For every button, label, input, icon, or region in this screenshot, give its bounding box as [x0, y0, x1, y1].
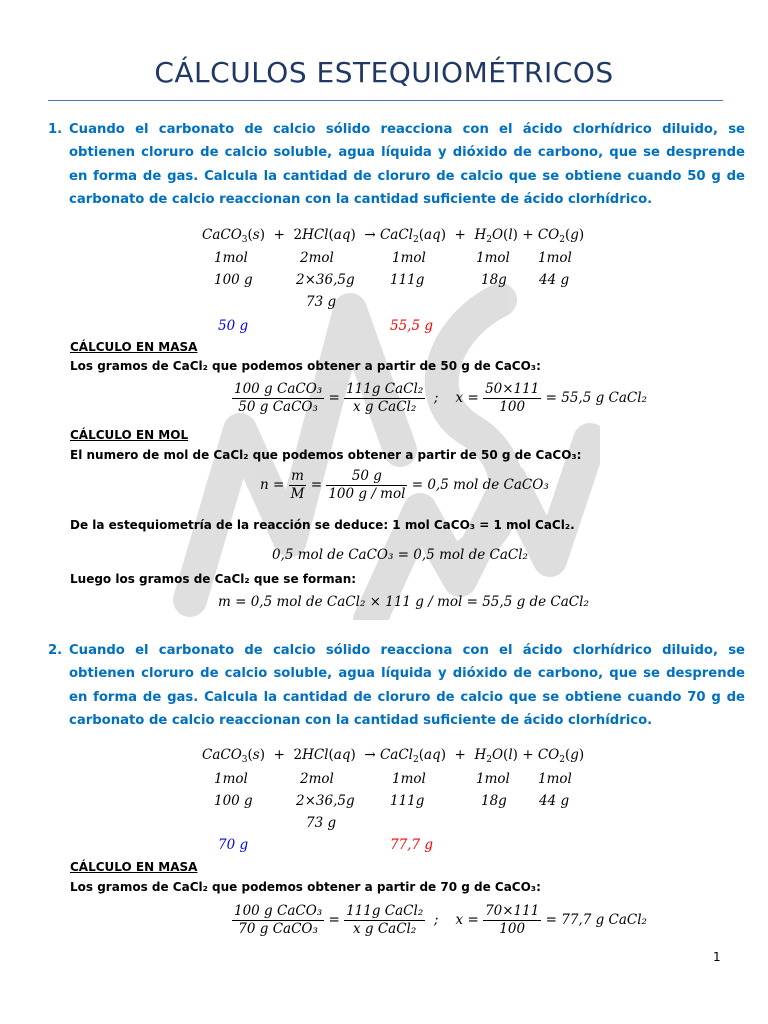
moles-cacl2: 1mol [392, 250, 426, 266]
masa-text: Los gramos de CaCl₂ que podemos obtener a partir de 50 g de CaCO₃: [70, 359, 541, 373]
masa-ratio: $\frac{\text{100 g CaCO₃}}{\text{50 g CaCO₃}}$ = $\frac{\text{111g CaCl₂}}{\text{x g CaCl₂}}$ ; x = $\frac{50\times 111}{100}$ = 55,5 g CaCl₂ [234, 381, 647, 415]
x-result: = 77,7 g CaCl₂ [545, 912, 647, 928]
problem-2 [48, 639, 748, 732]
moles-h2o: 1mol [476, 771, 510, 787]
x-den: 100 [499, 921, 526, 937]
moles-hcl: 2mol [300, 250, 334, 266]
x-den: 100 [499, 399, 526, 415]
mass-co2: 44 g [539, 793, 570, 809]
result-mass: 55,5 g [390, 318, 433, 334]
masa-text: Los gramos de CaCl₂ que podemos obtener a partir de 70 g de CaCO₃: [70, 880, 541, 894]
ratio-num-left: 100 g CaCO₃ [234, 903, 323, 919]
reaction-equation: CaCO$_3$(s) + 2HCl(aq) → CaCl$_2$(aq) + $H_2O(l) + CO_2(g)$ [202, 747, 585, 765]
mass-cacl2: 111g [390, 272, 425, 288]
ratio-den-left: 50 g CaCO₃ [238, 399, 318, 415]
hcl-total-mass: 73 g [306, 294, 337, 310]
masa-ratio: $\frac{\text{100 g CaCO₃}}{\text{70 g CaCO₃}}$ = $\frac{\text{111g CaCl₂}}{\text{x g CaCl₂}}$ ; x = $\frac{70\times 111}{100}$ = 77,7 g CaCl₂ [234, 903, 647, 937]
heading-masa: CÁLCULO EN MASA [70, 340, 198, 354]
mass-hcl: 2×36,5g [296, 793, 355, 809]
moles-caco3: 1mol [214, 250, 248, 266]
moles-cacl2: 1mol [392, 771, 426, 787]
title-rule [48, 100, 723, 101]
ratio-den-right: x g CaCl₂ [353, 921, 417, 937]
heading-masa: CÁLCULO EN MASA [70, 860, 198, 874]
mol-formula-result: = 0,5 mol de CaCO₃ [411, 477, 549, 493]
page-title: CÁLCULOS ESTEQUIOMÉTRICOS [154, 56, 614, 89]
ratio-den-right: x g CaCl₂ [353, 399, 417, 415]
mass-cacl2: 111g [390, 793, 425, 809]
mol-formula-num: 50 g [326, 468, 407, 486]
ratio-num-left: 100 g CaCO₃ [234, 381, 323, 397]
given-mass: 50 g [218, 318, 249, 334]
problem-1 [48, 118, 748, 211]
mass-h2o: 18g [481, 272, 507, 288]
final-equation: m = 0,5 mol de CaCl₂ × 111 g / mol = 55,5 g de CaCl₂ [218, 594, 589, 610]
ratio-num-right: 111g CaCl₂ [346, 381, 424, 397]
given-mass: 70 g [218, 837, 249, 853]
problem-number: 2. [48, 643, 63, 658]
problem-text: Cuando el carbonato de calcio sólido reacciona con el ácido clorhídrico diluido, se obtienen cloruro de calcio soluble, agua líquida y dióxido de carbono, que se desprende en forma de gas. Calcula la cantidad de cloruro de calcio que se obtiene cuando 70 g de carbonato de calcio reaccionan con la cantidad suficiente de ácido clorhídrico. [69, 643, 745, 728]
moles-h2o: 1mol [476, 250, 510, 266]
moles-co2: 1mol [538, 771, 572, 787]
mass-caco3: 100 g [214, 272, 253, 288]
mol-formula: n = $\frac{m}{M}$ = $\frac{50 g}{\text{100 g / mol}}$ = 0,5 mol de CaCO₃ [260, 468, 549, 502]
x-num: 50×111 [485, 381, 540, 397]
moles-co2: 1mol [538, 250, 572, 266]
problem-number: 1. [48, 122, 63, 137]
reaction-equation: CaCO$_3$(s) + 2HCl(aq) → CaCl$_2$(aq) + $H_2O(l) + CO_2(g)$ [202, 227, 585, 245]
x-result: = 55,5 g CaCl₂ [545, 390, 647, 406]
x-num: 70×111 [485, 903, 540, 919]
stoich-equation: 0,5 mol de CaCO₃ = 0,5 mol de CaCl₂ [272, 547, 528, 563]
mass-co2: 44 g [539, 272, 570, 288]
mol-formula-den: 100 g / mol [328, 486, 406, 502]
stoich-text: De la estequiometría de la reacción se deduce: 1 mol CaCO₃ = 1 mol CaCl₂. [70, 518, 575, 532]
ratio-num-right: 111g CaCl₂ [346, 903, 424, 919]
moles-hcl: 2mol [300, 771, 334, 787]
mass-hcl: 2×36,5g [296, 272, 355, 288]
ratio-den-left: 70 g CaCO₃ [238, 921, 318, 937]
result-mass: 77,7 g [390, 837, 433, 853]
mol-text: El numero de mol de CaCl₂ que podemos obtener a partir de 50 g de CaCO₃: [70, 448, 582, 462]
mass-h2o: 18g [481, 793, 507, 809]
luego-text: Luego los gramos de CaCl₂ que se forman: [70, 572, 357, 586]
mass-caco3: 100 g [214, 793, 253, 809]
page-number: 1 [713, 950, 721, 964]
problem-text: Cuando el carbonato de calcio sólido reacciona con el ácido clorhídrico diluido, se obtienen cloruro de calcio soluble, agua líquida y dióxido de carbono, que se desprende en forma de gas. Calcula la cantidad de cloruro de calcio que se obtiene cuando 50 g de carbonato de calcio reaccionan con la cantidad suficiente de ácido clorhídrico. [69, 122, 745, 207]
moles-caco3: 1mol [214, 771, 248, 787]
hcl-total-mass: 73 g [306, 815, 337, 831]
heading-mol: CÁLCULO EN MOL [70, 428, 189, 442]
